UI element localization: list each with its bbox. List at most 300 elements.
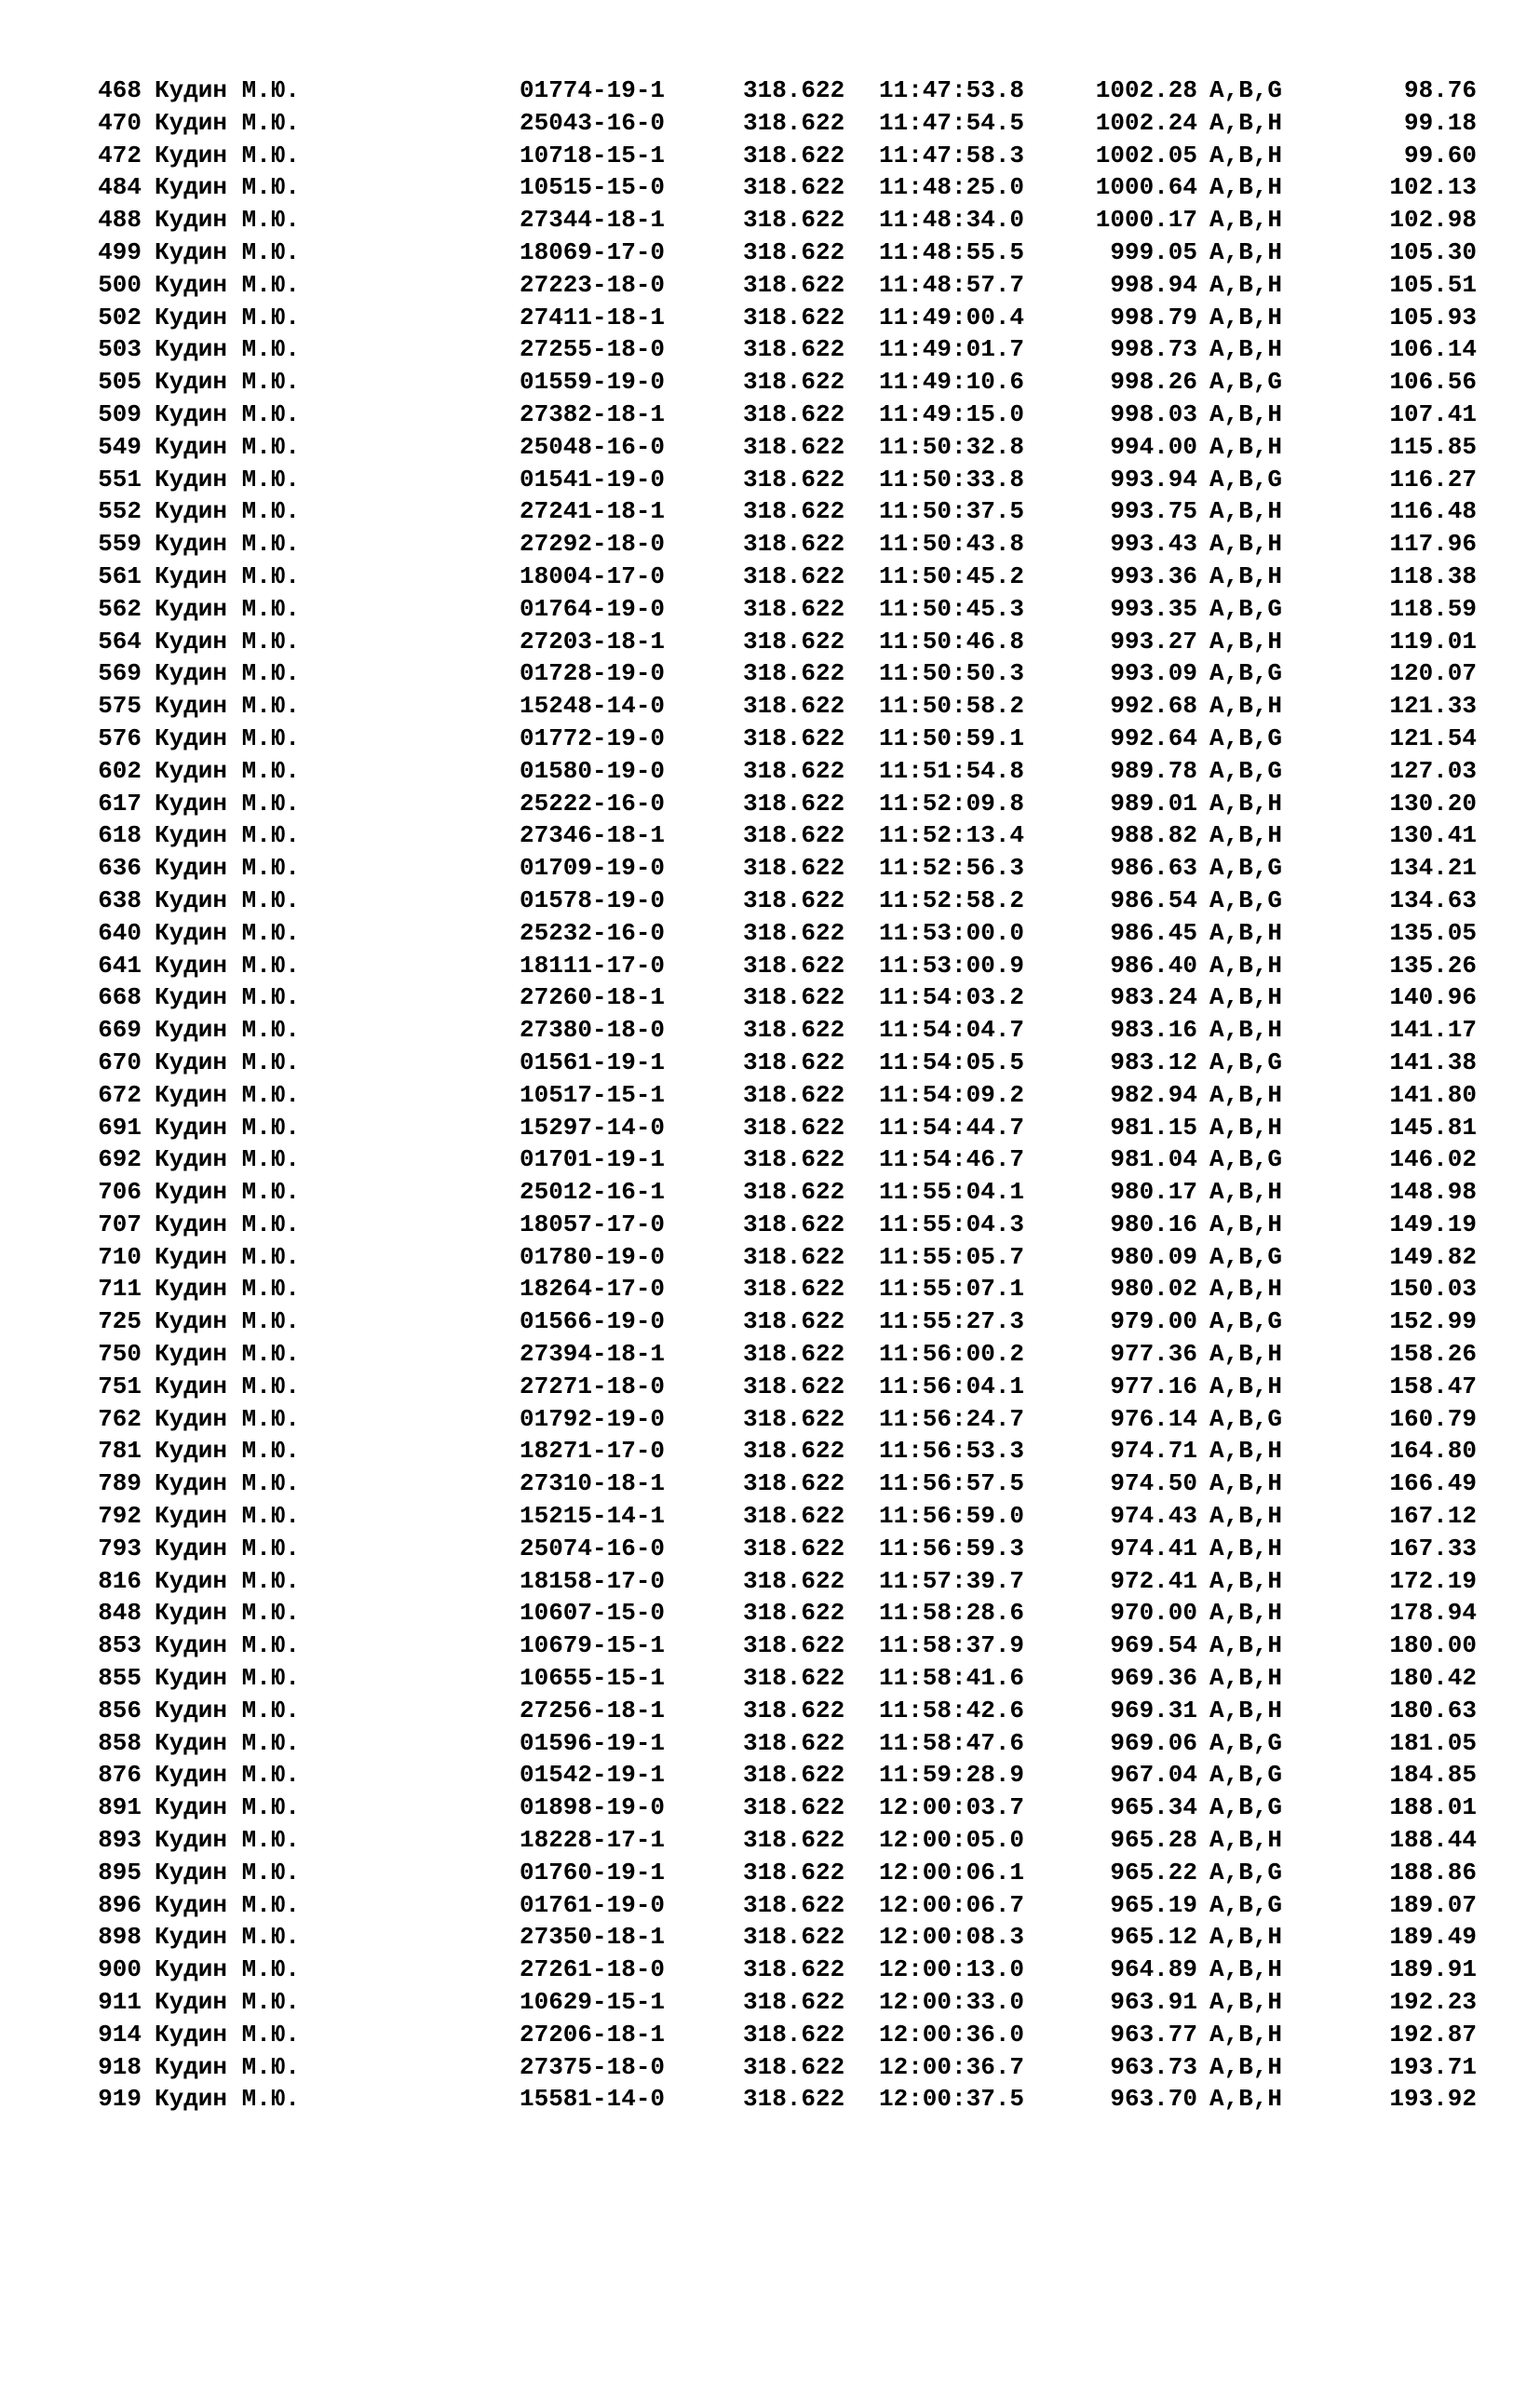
record-flags: A,B,H [1209,561,1283,590]
record-number: 552 [98,497,142,526]
record-flags: A,B,G [1209,1761,1283,1790]
person-name: Кудин М.Ю. [155,1728,301,1757]
record-number: 499 [98,237,142,266]
table-row [89,204,1477,237]
record-distance: 189.49 [1389,1923,1477,1952]
person-name: Кудин М.Ю. [155,1048,301,1076]
record-time: 11:55:04.3 [879,1210,1025,1238]
record-number: 914 [98,2020,142,2049]
person-name: Кудин М.Ю. [155,1340,301,1369]
record-value: 318.622 [743,465,845,494]
record-distance: 158.47 [1389,1372,1477,1400]
record-time: 12:00:06.7 [879,1890,1025,1919]
person-name: Кудин М.Ю. [155,983,301,1012]
record-value: 318.622 [743,854,845,883]
table-row [89,1629,1477,1662]
person-name: Кудин М.Ю. [155,530,301,559]
record-distance: 167.12 [1389,1502,1477,1531]
person-name: Кудин М.Ю. [155,1826,301,1855]
record-code: 27256-18-1 [520,1696,666,1724]
person-name: Кудин М.Ю. [155,335,301,364]
record-angle: 998.26 [1110,368,1197,397]
record-number: 858 [98,1728,142,1757]
record-value: 318.622 [743,1210,845,1238]
person-name: Кудин М.Ю. [155,237,301,266]
table-row [89,1889,1477,1922]
record-time: 11:50:58.2 [879,692,1025,721]
record-angle: 999.05 [1110,237,1197,266]
record-angle: 980.02 [1110,1275,1197,1304]
record-distance: 141.17 [1389,1016,1477,1045]
record-distance: 164.80 [1389,1437,1477,1466]
record-number: 576 [98,723,142,752]
record-flags: A,B,H [1209,399,1283,428]
record-value: 318.622 [743,1923,845,1952]
record-flags: A,B,H [1209,1275,1283,1304]
record-value: 318.622 [743,789,845,818]
record-flags: A,B,H [1209,1923,1283,1952]
record-code: 01898-19-0 [520,1793,666,1822]
record-code: 10718-15-1 [520,141,666,169]
record-distance: 105.51 [1389,270,1477,299]
person-name: Кудин М.Ю. [155,1858,301,1886]
record-code: 15215-14-1 [520,1502,666,1531]
record-time: 11:50:32.8 [879,432,1025,461]
record-code: 18069-17-0 [520,237,666,266]
record-time: 12:00:03.7 [879,1793,1025,1822]
record-angle: 981.04 [1110,1145,1197,1174]
person-name: Кудин М.Ю. [155,1534,301,1562]
person-name: Кудин М.Ю. [155,723,301,752]
table-row [89,1759,1477,1792]
record-code: 01542-19-1 [520,1761,666,1790]
record-number: 898 [98,1923,142,1952]
person-name: Кудин М.Ю. [155,1502,301,1531]
record-time: 11:58:37.9 [879,1631,1025,1660]
record-angle: 983.24 [1110,983,1197,1012]
record-flags: A,B,G [1209,723,1283,752]
record-number: 575 [98,692,142,721]
person-name: Кудин М.Ю. [155,1793,301,1822]
record-angle: 982.94 [1110,1080,1197,1109]
record-flags: A,B,H [1209,1178,1283,1207]
record-angle: 970.00 [1110,1599,1197,1628]
record-distance: 98.76 [1403,76,1477,104]
record-flags: A,B,G [1209,854,1283,883]
table-row [89,333,1477,366]
record-code: 27255-18-0 [520,335,666,364]
record-angle: 965.34 [1110,1793,1197,1822]
record-value: 318.622 [743,756,845,785]
record-value: 318.622 [743,918,845,947]
record-code: 01761-19-0 [520,1890,666,1919]
record-distance: 188.86 [1389,1858,1477,1886]
record-distance: 99.60 [1403,141,1477,169]
table-row [89,171,1477,204]
record-angle: 992.64 [1110,723,1197,752]
table-row [89,1695,1477,1727]
record-time: 11:52:13.4 [879,821,1025,850]
record-angle: 1002.24 [1095,108,1197,137]
person-name: Кудин М.Ю. [155,1988,301,2017]
table-row [89,885,1477,917]
record-value: 318.622 [743,1696,845,1724]
person-name: Кудин М.Ю. [155,627,301,656]
record-number: 893 [98,1826,142,1855]
record-value: 318.622 [743,1145,845,1174]
record-time: 12:00:36.0 [879,2020,1025,2049]
table-row [89,1241,1477,1274]
record-flags: A,B,H [1209,108,1283,137]
record-distance: 135.05 [1389,918,1477,947]
record-value: 318.622 [743,173,845,202]
record-distance: 167.33 [1389,1534,1477,1562]
record-time: 11:50:33.8 [879,465,1025,494]
record-code: 01580-19-0 [520,756,666,785]
record-distance: 193.92 [1389,2085,1477,2114]
person-name: Кудин М.Ю. [155,465,301,494]
record-distance: 116.48 [1389,497,1477,526]
record-time: 11:58:28.6 [879,1599,1025,1628]
record-number: 762 [98,1404,142,1433]
record-code: 18111-17-0 [520,951,666,980]
record-value: 318.622 [743,1761,845,1790]
record-angle: 965.12 [1110,1923,1197,1952]
record-distance: 130.20 [1389,789,1477,818]
record-angle: 977.36 [1110,1340,1197,1369]
record-angle: 969.06 [1110,1728,1197,1757]
table-row [89,593,1477,626]
person-name: Кудин М.Ю. [155,2020,301,2049]
person-name: Кудин М.Ю. [155,1566,301,1595]
record-value: 318.622 [743,594,845,623]
table-row [89,1986,1477,2019]
record-angle: 977.16 [1110,1372,1197,1400]
record-number: 793 [98,1534,142,1562]
record-distance: 141.80 [1389,1080,1477,1109]
record-flags: A,B,G [1209,76,1283,104]
record-distance: 180.00 [1389,1631,1477,1660]
record-flags: A,B,H [1209,497,1283,526]
record-time: 11:59:28.9 [879,1761,1025,1790]
record-number: 488 [98,206,142,235]
person-name: Кудин М.Ю. [155,108,301,137]
table-row [89,657,1477,690]
table-row [89,1857,1477,1889]
record-value: 318.622 [743,1372,845,1400]
record-flags: A,B,H [1209,173,1283,202]
record-number: 502 [98,303,142,331]
record-flags: A,B,H [1209,1016,1283,1045]
record-value: 318.622 [743,2052,845,2081]
record-flags: A,B,H [1209,303,1283,331]
record-distance: 105.30 [1389,237,1477,266]
record-distance: 150.03 [1389,1275,1477,1304]
record-angle: 1002.05 [1095,141,1197,169]
record-number: 618 [98,821,142,850]
record-flags: A,B,G [1209,594,1283,623]
person-name: Кудин М.Ю. [155,1178,301,1207]
record-flags: A,B,H [1209,1080,1283,1109]
record-time: 11:54:46.7 [879,1145,1025,1174]
person-name: Кудин М.Ю. [155,1761,301,1790]
record-flags: A,B,H [1209,627,1283,656]
record-flags: A,B,G [1209,465,1283,494]
table-row [89,1079,1477,1112]
record-number: 918 [98,2052,142,2081]
record-distance: 160.79 [1389,1404,1477,1433]
record-number: 707 [98,1210,142,1238]
record-value: 318.622 [743,399,845,428]
record-angle: 998.03 [1110,399,1197,428]
table-row [89,819,1477,852]
record-time: 11:50:50.3 [879,659,1025,688]
record-number: 781 [98,1437,142,1466]
record-distance: 118.38 [1389,561,1477,590]
record-code: 27203-18-1 [520,627,666,656]
record-distance: 180.63 [1389,1696,1477,1724]
record-flags: A,B,H [1209,1372,1283,1400]
record-time: 11:51:54.8 [879,756,1025,785]
record-angle: 963.91 [1110,1988,1197,2017]
record-value: 318.622 [743,1664,845,1693]
record-number: 602 [98,756,142,785]
person-name: Кудин М.Ю. [155,141,301,169]
table-row [89,1662,1477,1695]
record-number: 911 [98,1988,142,2017]
table-row [89,1727,1477,1760]
record-number: 641 [98,951,142,980]
record-number: 509 [98,399,142,428]
record-angle: 969.31 [1110,1696,1197,1724]
record-code: 15297-14-0 [520,1113,666,1142]
record-time: 11:54:04.7 [879,1016,1025,1045]
record-code: 27394-18-1 [520,1340,666,1369]
record-code: 10517-15-1 [520,1080,666,1109]
record-time: 11:54:44.7 [879,1113,1025,1142]
record-distance: 127.03 [1389,756,1477,785]
record-code: 27261-18-0 [520,1955,666,1984]
record-code: 01559-19-0 [520,368,666,397]
record-flags: A,B,G [1209,1048,1283,1076]
record-distance: 189.91 [1389,1955,1477,1984]
record-time: 11:49:01.7 [879,335,1025,364]
record-code: 27241-18-1 [520,497,666,526]
record-value: 318.622 [743,1858,845,1886]
table-row [89,140,1477,172]
table-row [89,1467,1477,1500]
table-row [89,981,1477,1014]
record-number: 484 [98,173,142,202]
person-name: Кудин М.Ю. [155,1404,301,1433]
record-time: 11:53:00.0 [879,918,1025,947]
record-code: 01772-19-0 [520,723,666,752]
record-value: 318.622 [743,237,845,266]
record-distance: 145.81 [1389,1113,1477,1142]
record-angle: 998.73 [1110,335,1197,364]
record-number: 640 [98,918,142,947]
record-flags: A,B,H [1209,335,1283,364]
person-name: Кудин М.Ю. [155,1955,301,1984]
record-code: 10655-15-1 [520,1664,666,1693]
record-value: 318.622 [743,270,845,299]
record-flags: A,B,G [1209,1793,1283,1822]
record-time: 11:50:45.3 [879,594,1025,623]
person-name: Кудин М.Ю. [155,1275,301,1304]
record-code: 18158-17-0 [520,1566,666,1595]
record-time: 11:58:41.6 [879,1664,1025,1693]
table-row [89,1371,1477,1403]
record-flags: A,B,H [1209,1631,1283,1660]
record-angle: 974.50 [1110,1469,1197,1498]
record-flags: A,B,H [1209,2052,1283,2081]
record-angle: 964.89 [1110,1955,1197,1984]
record-time: 12:00:08.3 [879,1923,1025,1952]
record-distance: 120.07 [1389,659,1477,688]
record-flags: A,B,H [1209,1696,1283,1724]
table-row [89,561,1477,593]
record-angle: 979.00 [1110,1307,1197,1336]
record-time: 11:49:10.6 [879,368,1025,397]
person-name: Кудин М.Ю. [155,303,301,331]
record-value: 318.622 [743,1404,845,1433]
record-number: 668 [98,983,142,1012]
record-distance: 180.42 [1389,1664,1477,1693]
person-name: Кудин М.Ю. [155,1890,301,1919]
record-code: 01566-19-0 [520,1307,666,1336]
record-code: 27344-18-1 [520,206,666,235]
record-code: 27223-18-0 [520,270,666,299]
record-distance: 102.13 [1389,173,1477,202]
record-value: 318.622 [743,561,845,590]
table-row [89,1014,1477,1047]
record-angle: 986.40 [1110,951,1197,980]
record-time: 11:58:47.6 [879,1728,1025,1757]
record-number: 691 [98,1113,142,1142]
record-time: 11:55:05.7 [879,1242,1025,1271]
record-angle: 983.12 [1110,1048,1197,1076]
record-angle: 986.45 [1110,918,1197,947]
record-value: 318.622 [743,530,845,559]
record-code: 01764-19-0 [520,594,666,623]
record-value: 318.622 [743,1534,845,1562]
record-flags: A,B,H [1209,1664,1283,1693]
record-distance: 134.21 [1389,854,1477,883]
record-value: 318.622 [743,1599,845,1628]
record-value: 318.622 [743,692,845,721]
record-time: 11:58:42.6 [879,1696,1025,1724]
record-flags: A,B,H [1209,530,1283,559]
record-angle: 963.73 [1110,2052,1197,2081]
person-name: Кудин М.Ю. [155,821,301,850]
person-name: Кудин М.Ю. [155,951,301,980]
table-row [89,1597,1477,1629]
record-code: 01760-19-1 [520,1858,666,1886]
record-value: 318.622 [743,1826,845,1855]
record-code: 27350-18-1 [520,1923,666,1952]
record-distance: 130.41 [1389,821,1477,850]
record-value: 318.622 [743,1307,845,1336]
record-value: 318.622 [743,497,845,526]
record-angle: 974.71 [1110,1437,1197,1466]
person-name: Кудин М.Ю. [155,1923,301,1952]
record-value: 318.622 [743,108,845,137]
record-flags: A,B,H [1209,983,1283,1012]
table-row [89,1305,1477,1338]
record-time: 11:56:59.0 [879,1502,1025,1531]
record-angle: 976.14 [1110,1404,1197,1433]
record-number: 792 [98,1502,142,1531]
person-name: Кудин М.Ю. [155,206,301,235]
record-value: 318.622 [743,1242,845,1271]
record-time: 11:56:04.1 [879,1372,1025,1400]
record-time: 11:52:56.3 [879,854,1025,883]
record-code: 01780-19-0 [520,1242,666,1271]
table-row [89,1338,1477,1371]
record-number: 891 [98,1793,142,1822]
record-time: 11:56:53.3 [879,1437,1025,1466]
table-row [89,2019,1477,2051]
record-time: 11:56:24.7 [879,1404,1025,1433]
table-row [89,1792,1477,1824]
table-row [89,74,1477,107]
record-angle: 965.22 [1110,1858,1197,1886]
record-flags: A,B,H [1209,1340,1283,1369]
record-number: 672 [98,1080,142,1109]
record-distance: 119.01 [1389,627,1477,656]
record-value: 318.622 [743,1437,845,1466]
record-angle: 1000.64 [1095,173,1197,202]
person-name: Кудин М.Ю. [155,1113,301,1142]
record-number: 876 [98,1761,142,1790]
record-code: 01578-19-0 [520,886,666,914]
table-row [89,1435,1477,1467]
record-angle: 993.94 [1110,465,1197,494]
person-name: Кудин М.Ю. [155,1664,301,1693]
record-code: 01701-19-1 [520,1145,666,1174]
record-flags: A,B,H [1209,141,1283,169]
record-angle: 993.09 [1110,659,1197,688]
record-distance: 188.01 [1389,1793,1477,1822]
record-code: 27271-18-0 [520,1372,666,1400]
record-distance: 193.71 [1389,2052,1477,2081]
record-flags: A,B,H [1209,692,1283,721]
record-code: 25048-16-0 [520,432,666,461]
record-distance: 172.19 [1389,1566,1477,1595]
table-row [89,1176,1477,1209]
table-row [89,950,1477,982]
record-time: 12:00:13.0 [879,1955,1025,1984]
record-angle: 992.68 [1110,692,1197,721]
record-value: 318.622 [743,723,845,752]
record-code: 01541-19-0 [520,465,666,494]
table-row [89,366,1477,399]
record-distance: 121.33 [1389,692,1477,721]
record-flags: A,B,H [1209,1469,1283,1498]
record-time: 11:50:45.2 [879,561,1025,590]
record-code: 01709-19-0 [520,854,666,883]
record-number: 617 [98,789,142,818]
record-angle: 981.15 [1110,1113,1197,1142]
record-value: 318.622 [743,1502,845,1531]
record-value: 318.622 [743,1728,845,1757]
record-flags: A,B,G [1209,756,1283,785]
table-row [89,107,1477,140]
record-number: 710 [98,1242,142,1271]
record-angle: 993.27 [1110,627,1197,656]
record-flags: A,B,G [1209,368,1283,397]
record-value: 318.622 [743,335,845,364]
